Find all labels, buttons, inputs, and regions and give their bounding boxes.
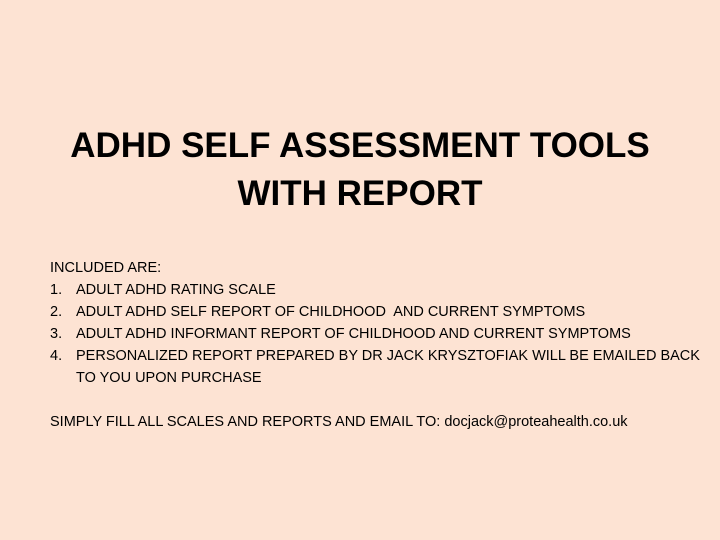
list-item-text: ADULT ADHD INFORMANT REPORT OF CHILDHOOD AND CURRENT SYMPTOMS xyxy=(76,326,631,342)
list-item-text: ADULT ADHD SELF REPORT OF CHILDHOOD AND CURRENT SYMPTOMS xyxy=(76,304,586,320)
title-line-1: ADHD SELF ASSESSMENT TOOLS xyxy=(70,126,650,165)
intro-text: INCLUDED ARE: xyxy=(50,260,162,276)
list-item xyxy=(50,323,710,345)
title-line-2: WITH REPORT xyxy=(237,174,483,213)
list-item-number: 2. xyxy=(50,304,63,320)
footer-instruction: SIMPLY FILL ALL SCALES AND REPORTS AND EMAIL TO: docjack@proteahealth.co.uk xyxy=(50,414,628,430)
included-list xyxy=(50,279,710,389)
list-item xyxy=(50,279,710,301)
list-item-number: 3. xyxy=(50,326,63,342)
spacer xyxy=(50,389,710,411)
slide-title xyxy=(20,122,700,218)
list-item-text-line-2: TO YOU UPON PURCHASE xyxy=(76,370,262,386)
list-item-text: ADULT ADHD RATING SCALE xyxy=(76,282,276,298)
list-item-number: 4. xyxy=(50,348,63,364)
list-item xyxy=(50,345,710,389)
slide-body xyxy=(50,257,710,433)
list-item-text-line-1: PERSONALIZED REPORT PREPARED BY DR JACK KRYSZTOFIAK WILL BE EMAILED BACK xyxy=(76,348,700,364)
list-item-number: 1. xyxy=(50,282,63,298)
list-item xyxy=(50,301,710,323)
